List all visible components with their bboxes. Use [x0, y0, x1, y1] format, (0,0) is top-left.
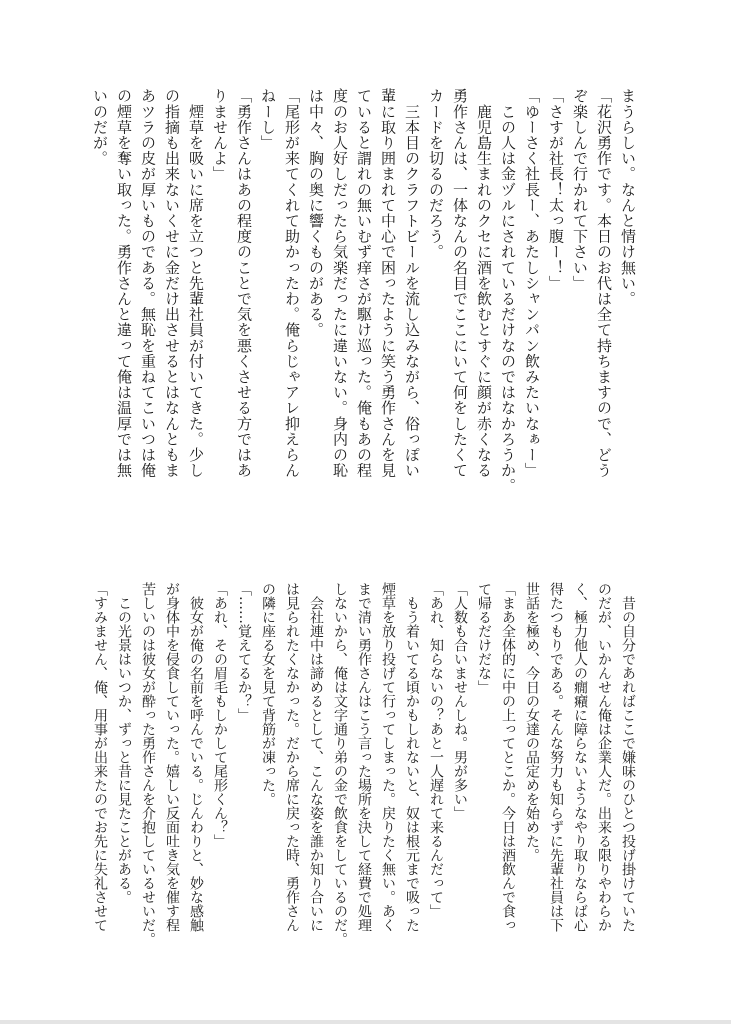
text-column: 三本目のクラフトビールを流し込みながら、俗っぽい: [403, 88, 421, 478]
text-column: 「……覚えてるか？」: [236, 582, 252, 722]
text-column: 苦しいのは彼女が酔った勇作さんを介抱しているせいだ。: [140, 582, 156, 946]
text-column: 「まあ全体的に中の上ってとこか。今日は酒飲んで食っ: [500, 582, 516, 932]
text-column: 世話を極め、今日の女達の品定めを始めた。: [524, 582, 540, 862]
text-column: ねーし」: [259, 88, 277, 151]
text-column: 煙草を吸いに席を立つと先輩社員が付いてきた。少し: [187, 88, 205, 478]
text-column: 彼女が俺の名前を呼んでいる。じんわりと、妙な感触: [188, 582, 204, 932]
text-column: 勇作さんは、一体なんの名目でここにいて何をしたくて: [451, 88, 469, 478]
text-column: ていると謂れの無いむず痒さが駆け巡った。俺もあの程: [355, 88, 373, 478]
text-column: は中々、胸の奥に響くものがある。: [307, 88, 325, 338]
text-column: の指摘も出来ないくせに金だけ出させるとはなんともま: [163, 88, 181, 478]
text-column: く、極力他人の癇癪に障らないようなやり取りならば心: [572, 582, 588, 932]
text-column: 「さすが社長！太っ腹ー！」: [547, 88, 565, 291]
text-column: の煙草を奪い取った。勇作さんと違って俺は温厚では無: [115, 88, 133, 478]
text-column: 「あれ、その眉毛もしかして尾形くん？」: [212, 582, 228, 848]
text-column: 「すみません、俺、用事が出来たのでお先に失礼させて: [92, 582, 108, 932]
text-column: この人は金ヅルにされているだけなのではなかろうか。: [499, 88, 517, 494]
text-column: 度のお人好しだったら気楽だったに違いない。身内の恥: [331, 88, 349, 478]
text-column: は見られたくなかった。だから席に戻った時、勇作さん: [284, 582, 300, 932]
text-column: が身体中を侵食していった。嬉しい反面吐き気を催す程: [164, 582, 180, 932]
text-column: て帰るだけだな」: [476, 582, 492, 694]
text-column: ぞ楽しんで行かれて下さい」: [571, 88, 589, 291]
text-column: しないから、俺は文字通り弟の金で飲食をしているのだ。: [332, 582, 348, 946]
text-column: 「人数も合いませんしね。男が多い」: [452, 582, 468, 820]
text-column: 鹿児島生まれのクセに酒を飲むとすぐに顔が赤くなる: [475, 88, 493, 478]
text-column: 「勇作さんはあの程度のことで気を悪くさせる方ではあ: [235, 88, 253, 478]
text-column: 煙草を放り投げて行ってしまった。戻りたく無い。あく: [380, 582, 396, 932]
text-column: いのだが。: [91, 88, 109, 166]
text-column: 会社連中は諦めるとして、こんな姿を誰か知り合いに: [308, 582, 324, 932]
text-column: 「花沢勇作です。本日のお代は全て持ちますので、どう: [595, 88, 613, 478]
text-column: 得たつもりである。そんな努力も知らずに先輩社員は下: [548, 582, 564, 932]
text-column: カードを切るのだろう。: [427, 88, 445, 260]
text-column: あツラの皮が厚いものである。無恥を重ねてこいつは俺: [139, 88, 157, 478]
text-column: りませんよ」: [211, 88, 229, 182]
text-column: まうらしい。なんと情け無い。: [619, 88, 637, 307]
text-column: 「ゆーさく社長ー、あたしシャンパン飲みたいなぁー」: [523, 88, 541, 478]
text-block-upper: [88, 88, 640, 494]
text-column: 「尾形が来てくれて助かったわ。俺らじゃアレ抑えらん: [283, 88, 301, 478]
text-column: もう着いてる頃かもしれないと、奴は根元まで吸った: [404, 582, 420, 932]
text-column: この光景はいつか、ずっと昔に見たことがある。: [116, 582, 132, 904]
text-column: の隣に座る女を見て背筋が凍った。: [260, 582, 276, 806]
text-column: 「あれ、知らないの？あと一人遅れて来るんだって」: [428, 582, 444, 918]
text-column: 輩に取り囲まれて中心で困ったように笑う勇作さんを見: [379, 88, 397, 478]
text-column: 昔の自分であればここで嫌味のひとつ投げ掛けていた: [620, 582, 636, 932]
page-bottom-edge: [0, 1020, 731, 1024]
text-column: まで清い勇作さんはこう言った場所を決して経費で処理: [356, 582, 372, 932]
text-column: のだが、いかんせん俺は企業人だ。出来る限りやわらか: [596, 582, 612, 932]
text-block-lower: [88, 582, 640, 946]
